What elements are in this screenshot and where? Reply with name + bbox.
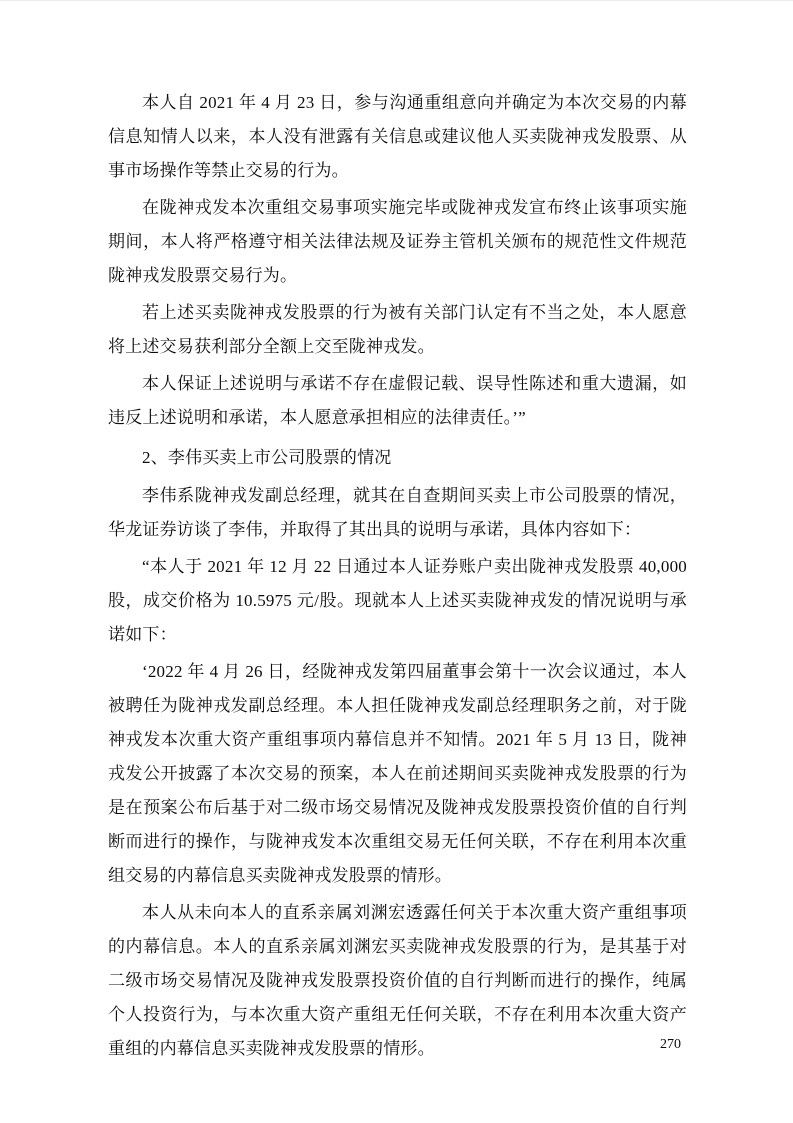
paragraph-liwei-statement: ‘2022 年 4 月 26 日，经陇神戎发第四届董事会第十一次会议通过，本人被聘任为陇神戎发副总经理。本人担任陇神戎发副总经理职务之前，对于陇神戎发本次重大资产重组事项内幕信息并不知情。2021 年 5 月 13 日，陇神戎发公开披露了本次交易的预案，本人在前述期间买卖陇神戎发股票的行为是在预案公布后基于对二级市场交易情况及陇神戎发股票投资价值的自行判断而进行的操作，与陇神戎发本次重组交易无任何关联，不存在利用本次重组交易的内幕信息买卖陇神戎发股票的情形。 xyxy=(108,662,687,885)
paragraph-liwei-sale-details: “本人于 2021 年 12 月 22 日通过本人证券账户卖出陇神戎发股票 40,000 股，成交价格为 10.5975 元/股。现就本人上述买卖陇神戎发的情况说明与承诺如下： xyxy=(108,557,687,644)
page-number: 270 xyxy=(660,1037,681,1052)
paragraph-liwei-relative-statement: 本人从未向本人的直系亲属刘渊宏透露任何关于本次重大资产重组事项的内幕信息。本人的直系亲属刘渊宏买卖陇神戎发股票的行为，是其基于对二级市场交易情况及陇神戎发股票投资价值的自行判断而进行的操作，纯属个人投资行为，与本次重大资产重组无任何关联，不存在利用本次重大资产重组的内幕信息买卖陇神戎发股票的情形。 xyxy=(108,903,687,1058)
paragraph-guarantee-statement: 本人保证上述说明与承诺不存在虚假记载、误导性陈述和重大遗漏，如违反上述说明和承诺，本人愿意承担相应的法律责任。’” xyxy=(108,374,687,427)
section-heading-liwei-trading: 2、李伟买卖上市公司股票的情况 xyxy=(142,448,392,467)
paragraph-profit-surrender: 若上述买卖陇神戎发股票的行为被有关部门认定有不当之处，本人愿意将上述交易获利部分全额上交至陇神戎发。 xyxy=(108,303,687,356)
paragraph-liwei-introduction: 李伟系陇神戎发副总经理，就其在自查期间买卖上市公司股票的情况，华龙证券访谈了李伟，并取得了其出具的说明与承诺，具体内容如下： xyxy=(108,486,687,539)
paragraph-compliance-commitment: 在陇神戎发本次重组交易事项实施完毕或陇神戎发宣布终止该事项实施期间，本人将严格遵守相关法律法规及证券主管机关颁布的规范性文件规范陇神戎发股票交易行为。 xyxy=(108,198,687,285)
paragraph-insider-commitment: 本人自 2021 年 4 月 23 日，参与沟通重组意向并确定为本次交易的内幕信息知情人以来，本人没有泄露有关信息或建议他人买卖陇神戎发股票、从事市场操作等禁止交易的行为。 xyxy=(108,93,687,180)
document-body xyxy=(108,86,687,1069)
